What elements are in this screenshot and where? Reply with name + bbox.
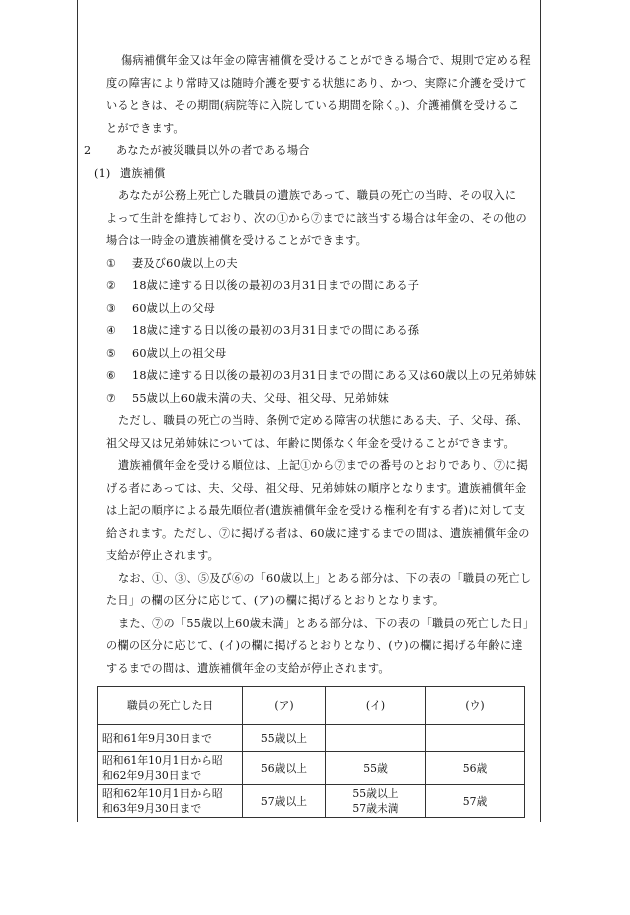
cell-date — [98, 725, 243, 752]
table-row — [98, 752, 525, 785]
list-text: 18歳に達する日以後の最初の3月31日までの間にある孫 — [132, 324, 420, 337]
text-line: 祖父母又は兄弟姉妹については、年齢に関係なく年金を受けることができます。 — [106, 436, 515, 450]
list-text: 18歳に達する日以後の最初の3月31日までの間にある子 — [132, 279, 420, 292]
text-line: なお、①、③、⑤及び⑥の「60歳以上」とある部分は、下の表の「職員の死亡し — [118, 571, 532, 585]
table-row — [98, 725, 525, 752]
list-text: 55歳以上60歳未満の夫、父母、祖父母、兄弟姉妹 — [132, 391, 390, 405]
list-item — [84, 298, 536, 321]
list-item — [84, 320, 536, 343]
text-line: するまでの間は、遺族補償年金の支給が停止されます。 — [106, 661, 390, 675]
frame-right-rule — [540, 0, 541, 822]
text-line: とができます。 — [106, 121, 185, 135]
section-number: 2 — [84, 144, 92, 157]
text-line: いるときは、その期間(病院等に入院している期間を除く。)、介護補償を受けるこ — [106, 99, 520, 112]
list-mark: ⑤ — [106, 346, 117, 360]
cell-u: 57歳 — [426, 785, 525, 818]
list-text: 妻及び60歳以上の夫 — [132, 256, 238, 270]
list-item — [84, 388, 536, 411]
subsection-heading-1 — [84, 163, 536, 186]
cell-line: 昭和62年10月1日から昭 — [102, 787, 223, 800]
text-line: げる者にあっては、夫、父母、祖父母、兄弟姉妹の順序となります。遺族補償年金 — [106, 481, 527, 495]
cell-line: 55歳以上 — [352, 787, 399, 800]
table-header-row — [98, 687, 525, 725]
list-mark: ⑥ — [106, 369, 117, 382]
document-body — [84, 50, 536, 680]
cell-line: 和62年9月30日まで — [102, 769, 202, 782]
text-line: た日」の欄の区分に応じて、(ア)の欄に掲げるとおりとなります。 — [106, 594, 445, 607]
cell-line: 昭和61年9月30日まで — [102, 731, 212, 745]
text-line: ただし、職員の死亡の当時、条例で定める障害の状態にある夫、子、父母、孫、 — [118, 414, 528, 427]
list-mark: ① — [106, 256, 117, 270]
section-heading-2 — [84, 140, 536, 163]
subsection-number: (1) — [94, 166, 111, 180]
cell-date — [98, 785, 243, 818]
list-item — [84, 365, 536, 388]
text-line: 度の障害により常時又は随時介護を要する状態にあり、かつ、実際に介護を受けて — [106, 76, 527, 90]
cell-i — [326, 725, 426, 752]
text-line: 支給が停止されます。 — [106, 549, 219, 562]
list-mark: ④ — [106, 324, 117, 337]
text-line: の欄の区分に応じて、(イ)の欄に掲げるとおりとなり、(ウ)の欄に掲げる年齢に達 — [106, 639, 523, 652]
list-item — [84, 253, 536, 276]
cell-a: 56歳以上 — [243, 752, 326, 785]
list-mark: ③ — [106, 301, 117, 315]
text-line: 遺族補償年金を受ける順位は、上記①から⑦までの番号のとおりであり、⑦に掲 — [118, 459, 528, 472]
cell-a: 57歳以上 — [243, 785, 326, 818]
subsection-title: 遺族補償 — [120, 166, 166, 180]
list-item — [84, 275, 536, 298]
cell-line: 57歳未満 — [352, 802, 399, 815]
cell-i — [326, 752, 426, 785]
cell-u — [426, 725, 525, 752]
cell-u: 56歳 — [426, 752, 525, 785]
header-col-u: (ウ) — [426, 687, 525, 725]
cell-line: 昭和61年10月1日から昭 — [102, 754, 223, 767]
paragraph-age-note-a — [84, 568, 536, 613]
list-item — [84, 343, 536, 366]
list-text: 18歳に達する日以後の最初の3月31日までの間にある又は60歳以上の兄弟姉妹 — [132, 369, 537, 382]
list-mark: ② — [106, 279, 117, 292]
text-line: 給されます。ただし、⑦に掲げる者は、60歳に達するまでの間は、遺族補償年金の — [106, 526, 530, 540]
table-row — [98, 785, 525, 818]
cell-date — [98, 752, 243, 785]
eligibility-list — [84, 253, 536, 411]
section-title: あなたが被災職員以外の者である場合 — [116, 144, 310, 157]
text-line: 傷病補償年金又は年金の障害補償を受けることができる場合で、規則で定める程 — [121, 54, 531, 67]
text-line: よって生計を維持しており、次の①から⑦までに該当する場合は年金の、その他の — [106, 211, 527, 225]
paragraph-age-note-b — [84, 613, 536, 681]
text-line: また、⑦の「55歳以上60歳未満」とある部分は、下の表の「職員の死亡した日」 — [118, 616, 535, 630]
header-date-of-death: 職員の死亡した日 — [98, 687, 243, 725]
header-col-i: (イ) — [326, 687, 426, 725]
cell-a: 55歳以上 — [243, 725, 326, 752]
text-line: あなたが公務上死亡した職員の遺族であって、職員の死亡の当時、その収入に — [118, 189, 517, 202]
header-col-a: (ア) — [243, 687, 326, 725]
paragraph-survivor-eligibility — [84, 185, 536, 253]
text-line: は上記の順序による最先順位者(遺族補償年金を受ける権利を有する者)に対して支 — [106, 504, 526, 517]
paragraph-care-compensation — [84, 50, 536, 140]
cell-line: 55歳 — [363, 761, 388, 775]
text-line: 場合は一時金の遺族補償を受けることができます。 — [106, 234, 368, 247]
list-text: 60歳以上の父母 — [132, 301, 215, 315]
paragraph-disability-exception — [84, 410, 536, 455]
list-mark: ⑦ — [106, 391, 117, 405]
paragraph-order-of-priority — [84, 455, 536, 568]
cell-i — [326, 785, 426, 818]
age-table — [97, 686, 525, 818]
list-text: 60歳以上の祖父母 — [132, 346, 227, 360]
cell-line: 和63年9月30日まで — [102, 802, 202, 815]
frame-left-rule — [77, 0, 78, 822]
age-table-wrapper — [97, 686, 525, 818]
